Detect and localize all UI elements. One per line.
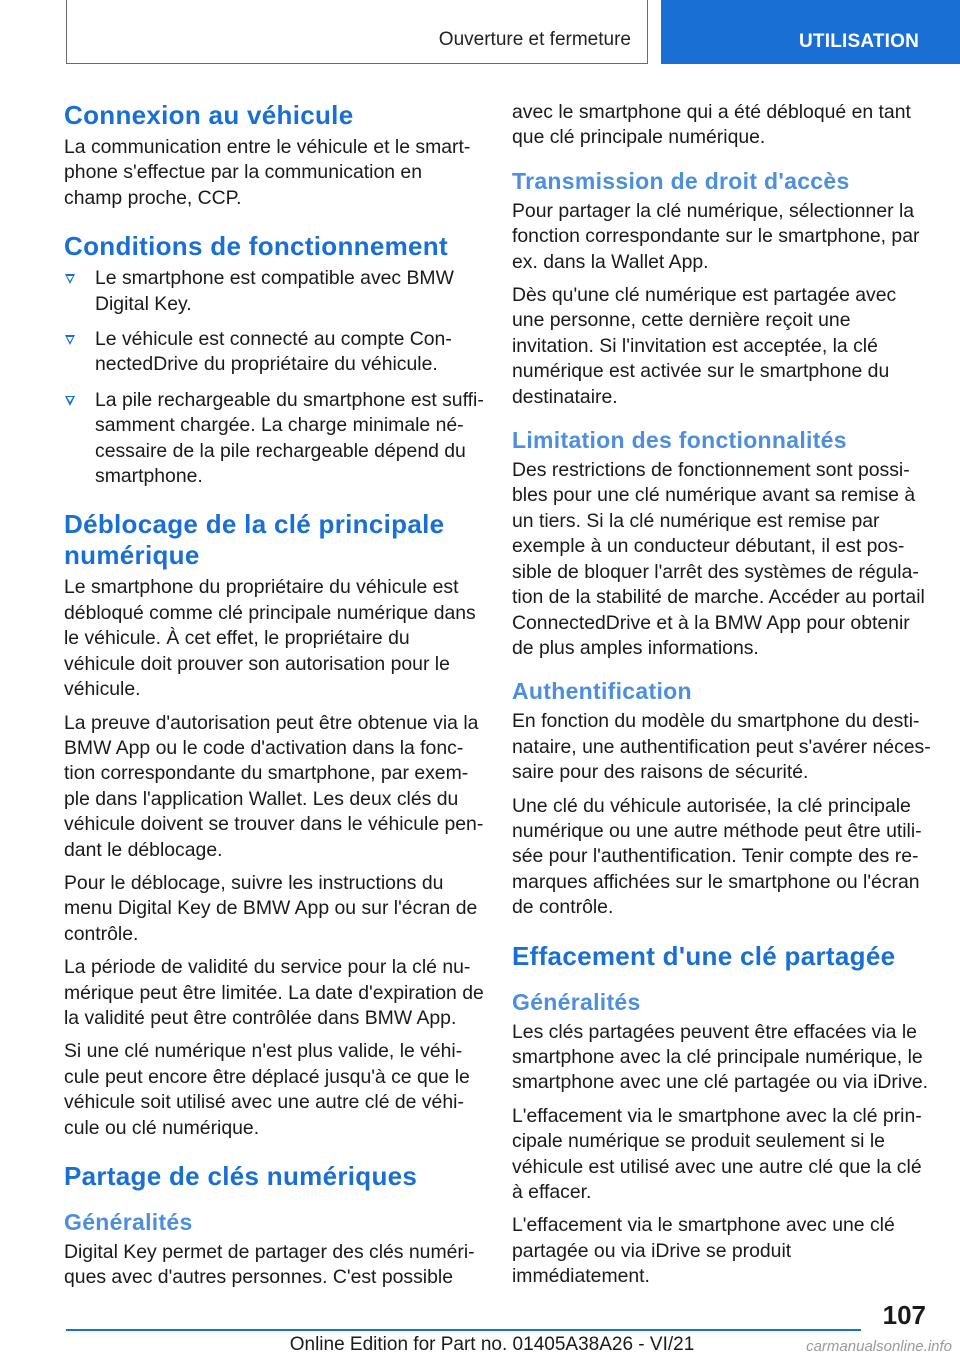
header-chapter-tab xyxy=(661,0,960,64)
subheading-limitation: Limitation des fonctionnalités xyxy=(512,427,847,454)
list-item-text: Le smartphone est compatible avec BMW Digital Key. xyxy=(95,267,454,315)
heading-connexion: Connexion au véhicule xyxy=(64,100,354,130)
paragraph-effacement-2: L'effacement via le smartphone avec la clé principale numérique se produit seulement si le véhicule est utilisé avec une autre clé que la clé à effacer. xyxy=(512,1104,922,1203)
list-item xyxy=(64,388,484,490)
paragraph-deblocage-5: Si une clé numérique n'est plus valide, le véhicule peut encore être déplacé jusqu'à ce que le véhicule soit utilisé avec une autre clé de véhicule ou clé numérique. xyxy=(64,1040,470,1139)
paragraph-deblocage-1: Le smartphone du propriétaire du véhicule est débloqué comme clé principale numérique dans le véhicule. À cet effet, le propriétaire du véhicule doit prouver son autorisation pour le véhicule. xyxy=(64,576,476,701)
paragraph-partage: Digital Key permet de partager des clés numériques avec d'autres personnes. C'est possible xyxy=(64,1241,475,1289)
list-item xyxy=(64,266,484,317)
paragraph-deblocage-4: La période de validité du service pour la clé numérique peut être limitée. La date d'expiration de la validité peut être contrôlée dans BMW App. xyxy=(64,956,484,1029)
paragraph-deblocage-2: La preuve d'autorisation peut être obtenue via la BMW App ou le code d'activation dans la fonction correspondante du smartphone, par exemple dans l'application Wallet. Les deux clés du véhicule doivent se trouver dans le véhicule pendant le déblocage. xyxy=(64,711,484,861)
subheading-generalites-partage: Généralités xyxy=(64,1209,193,1235)
paragraph-transmission-1: Pour partager la clé numérique, sélectionner la fonction correspondante sur le smartphone, par ex. dans la Wallet App. xyxy=(512,199,920,273)
paragraph-deblocage-3: Pour le déblocage, suivre les instructions du menu Digital Key de BMW App ou sur l'écran de contrôle. xyxy=(64,871,478,945)
heading-conditions: Conditions de fonctionnement xyxy=(64,231,448,262)
subheading-generalites-effacement: Généralités xyxy=(512,988,641,1015)
paragraph-auth-1: En fonction du modèle du smartphone du destinataire, une authentification peut s'avérer nécessaire pour des raisons de sécurité. xyxy=(512,710,931,784)
footer-edition: Online Edition for Part no. 01405A38A26 - VI/21 xyxy=(289,1334,695,1355)
paragraph-continuation: avec le smartphone qui a été débloqué en tant que clé principale numérique. xyxy=(512,101,911,149)
header-chapter-title: UTILISATION xyxy=(799,31,920,52)
header-section-tab xyxy=(66,0,648,64)
left-column xyxy=(64,100,484,1299)
list-item-text: Le véhicule est connecté au compte ConnectedDrive du propriétaire du véhicule. xyxy=(95,328,452,376)
triangle-bullet-icon xyxy=(65,335,75,345)
paragraph-auth-2: Une clé du véhicule autorisée, la clé principale numérique ou une autre méthode peut être utilisée pour l'authentification. Tenir compte des remarques affichées sur le smartphone ou l'écran de contrôle. xyxy=(512,794,922,919)
paragraph-transmission-2: Dès qu'une clé numérique est partagée avec une personne, cette dernière reçoit une invitation. Si l'invitation est acceptée, la clé numérique est activée sur le smartphone du destinataire. xyxy=(512,284,897,408)
page-number: 107 xyxy=(882,1300,926,1330)
heading-deblocage: Déblocage de la clé principale numérique xyxy=(64,509,445,571)
list-item-text: La pile rechargeable du smartphone est suffisamment chargée. La charge minimale nécessaire de la pile rechargeable dépend du smartphone. xyxy=(95,388,484,488)
paragraph-limitation: Des restrictions de fonctionnement sont possibles pour une clé numérique avant sa remise à un tiers. Si la clé numérique est remise par exemple à un conducteur débutant, il est possible de bloquer l'arrêt des systèmes de régulation de la stabilité de marche. Accéder au portail ConnectedDrive et à la BMW App pour obtenir de plus amples informations. xyxy=(512,459,925,659)
subheading-authentification: Authentification xyxy=(512,678,692,705)
watermark: carmanualsonline.info xyxy=(806,1338,952,1355)
header-section-title: Ouverture et fermeture xyxy=(438,29,631,50)
heading-partage: Partage de clés numériques xyxy=(64,1161,418,1191)
triangle-bullet-icon xyxy=(65,274,75,284)
heading-effacement: Effacement d'une clé partagée xyxy=(512,940,896,971)
right-column xyxy=(512,100,932,1298)
paragraph-effacement-3: L'effacement via le smartphone avec une clé partagée ou via iDrive se produit immédiatement. xyxy=(512,1214,895,1288)
paragraph-effacement-1: Les clés partagées peuvent être effacées via le smartphone avec la clé principale numérique, le smartphone avec une clé partagée ou via iDrive. xyxy=(512,1020,929,1094)
list-item xyxy=(64,327,484,378)
subheading-transmission: Transmission de droit d'accès xyxy=(512,167,850,194)
paragraph-connexion: La communication entre le véhicule et le smartphone s'effectue par la communication en champ proche, CCP. xyxy=(64,136,471,209)
footer-divider xyxy=(66,1329,861,1331)
triangle-bullet-icon xyxy=(65,396,75,406)
conditions-list xyxy=(64,266,484,489)
